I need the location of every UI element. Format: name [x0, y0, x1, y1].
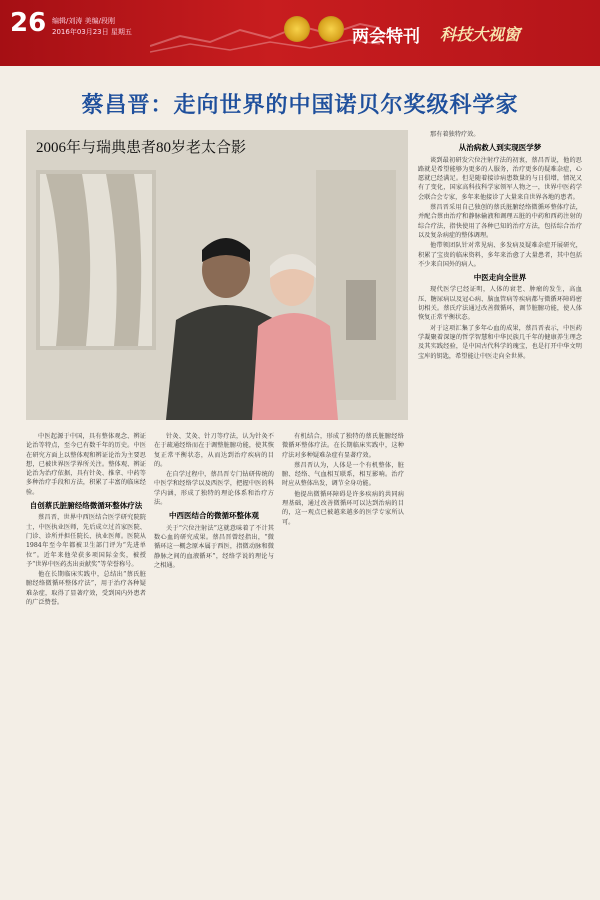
article-column-2 — [154, 432, 274, 571]
paragraph: 针灸、艾灸、针刀等疗法，认为针灸不在于疏通经络而在于调整脏腑功能，使其恢复正常平衡状态，从而达到治疗疾病的目的。 — [154, 433, 274, 468]
editor-line: 编辑/刘涛 美编/段刚 — [52, 17, 115, 25]
paragraph: 关于“穴位注射法”这就意味着了不计其数心血的研究成果。蔡昌晋曾经指出，“微循环这一概念原本属于西医，指微动脉和微静脉之间的血液循环”，经络学说的理论与之相通。 — [154, 524, 274, 569]
paragraph: 有机结合，形成了独特的蔡氏脏腑经络微循环整体疗法。在长期临床实践中，这种疗法对多种疑难杂症有显著疗效。 — [282, 433, 404, 459]
paragraph: 他在长期临床实践中，总结出“蔡氏脏腑经络微循环整体疗法”，用于治疗各种疑难杂症，取得了显著疗效，受到国内外患者的广泛赞誉。 — [26, 571, 146, 607]
national-emblem-icon — [284, 16, 310, 42]
paragraph: 那有着独特疗效。 — [430, 131, 480, 138]
section-title: 科技大视窗 — [440, 25, 521, 44]
page-banner — [0, 0, 600, 66]
article-headline: 蔡昌晋：走向世界的中国诺贝尔奖级科学家 — [81, 93, 519, 118]
cppcc-emblem-icon — [318, 16, 344, 42]
paragraph: 蔡昌晋认为，人体是一个有机整体，脏腑、经络、气血相互联系，相互影响。治疗时应从整体出发，调节全身功能。 — [282, 461, 404, 488]
photo-caption: 2006年与瑞典患者80岁老太合影 — [36, 140, 247, 156]
paragraph: 谈到最初研发穴位注射疗法的初衷，蔡昌晋说，他的思路就是希望能够为更多的人服务，治疗更多的疑难杂症，心愿就已经满足。但是随着接诊病患数量的与日俱增，情况又有了变化，国家高科技科学家领军人物之一，世界中医药学会联合会专家，多年来他接诊了大量来自世界各地的患者。 — [418, 156, 582, 201]
date-line: 2016年03月23日 星期五 — [52, 28, 132, 36]
paragraph: 中医起源于中国，具有整体观念、辨证论治等特点，至今已有数千年的历史。中医在研究方面上以整体观和辨证论治为主要思想，已被世界医学界所关注。整体观、辨证论治为治疗依据，具有针灸、推拿、中药等多种治疗手段和方法，积累了丰富的临床经验。 — [26, 433, 146, 496]
paragraph: 他提出微循环障碍是许多疾病的共同病理基础，通过改善微循环可以达到治病的目的，这一观点已被越来越多的医学专家所认可。 — [282, 490, 404, 526]
paragraph: 对于这项汇集了多年心血的成果，蔡昌晋表示，中医药学凝聚着深邃的哲学智慧和中华民族几千年的健康养生理念及其实践经验，是中国古代科学的瑰宝，也是打开中华文明宝库的钥匙，希望能让中医走向全世界。 — [418, 324, 582, 360]
page-meta — [52, 16, 132, 38]
page-number: 26 — [10, 8, 47, 38]
paragraph: 蔡昌晋采用自己独创的蔡氏脏腑经络微循环整体疗法，并配合蔡由治疗和静脉输液和调理五脏的中药和西药注射的综合疗法，指快使用了各种已知的治疗方法，包括综合治疗以及复杂病症的整体调理。 — [418, 204, 582, 239]
subheading: 中医走向全世界 — [473, 273, 527, 283]
subheading: 中西医结合的微循环整体观 — [169, 511, 259, 521]
photo-scene — [26, 130, 408, 420]
subheading: 自创蔡氏脏腑经络微循环整体疗法 — [29, 501, 143, 511]
great-wall-decoration — [150, 6, 380, 58]
paragraph: 现代医学已经证明，人体的衰老、肿瘤的发生，高血压、糖尿病以及冠心病、脑血管病等疾病都与微循环障碍密切相关。蔡氏疗法通过改善微循环，调节脏腑功能，使人体恢复正常平衡状态。 — [418, 286, 582, 322]
paragraph: 蔡昌晋，世界中西医结合医学研究院院士，中医执业医师，先后成立过首家医院、门诊、诊所并担任院长、执业医师。医院从1984年至今年都被卫生部门评为“先进单位”。近年来他荣获多项国际金奖，被授予“世界中医药杰出贡献奖”等荣誉称号。 — [26, 514, 146, 568]
special-issue-label: 两会特刊 — [352, 27, 420, 47]
article-column-1 — [26, 432, 146, 608]
subheading: 从治病救人到实现医学梦 — [458, 143, 542, 153]
article-column-right — [418, 130, 582, 362]
paragraph: 在自学过程中，蔡昌晋专门钻研传统的中医学和经络学以及西医学，把握中医的科学内涵，形成了独特的理论体系和治疗方法。 — [154, 471, 274, 507]
article-photo — [26, 130, 408, 420]
paragraph: 他带领团队针对常见病、多发病及疑难杂症开展研究，积累了宝贵的临床资料，多年来治愈了大量患者，其中包括不少来自国外的病人。 — [418, 242, 582, 268]
article-column-3 — [282, 432, 404, 528]
